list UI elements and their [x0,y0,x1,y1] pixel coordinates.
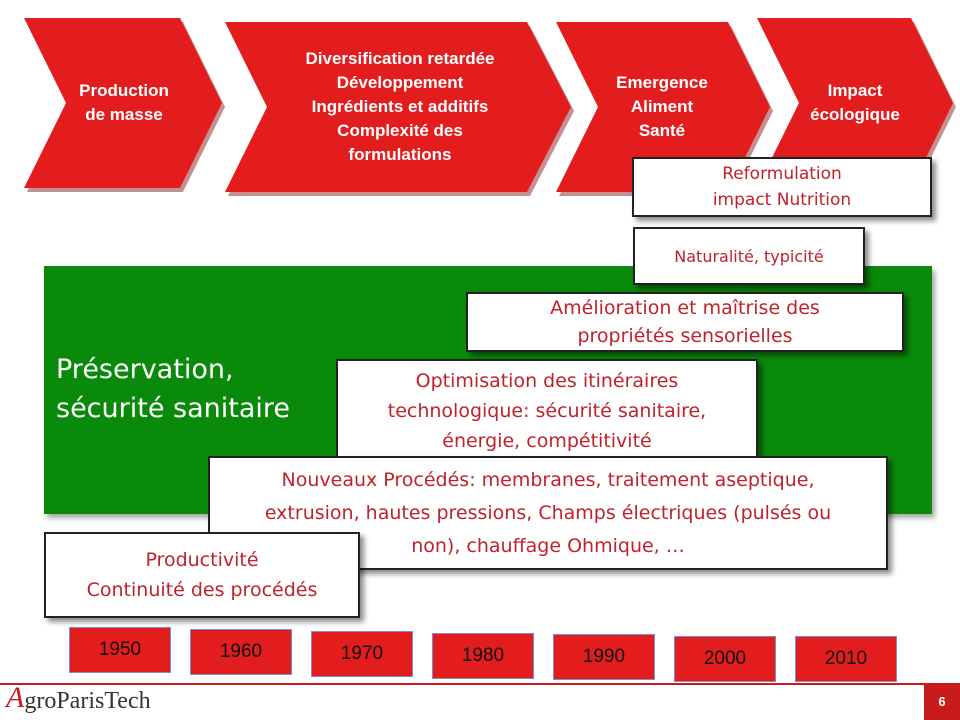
logo-letter: A [6,681,25,714]
stage-production-de-masse [24,18,222,188]
stage-label: Production de masse [79,81,169,124]
year-1960: 1960 [190,629,292,675]
year-1990: 1990 [553,634,655,680]
year-1980: 1980 [432,633,534,679]
stage-label: Emergence Aliment Santé [616,73,708,140]
agroparistech-logo [6,681,151,715]
box-amelioration: Amélioration et maîtrise des propriétés sensorielles [466,292,904,352]
year-1970: 1970 [311,631,413,677]
year-2010: 2010 [795,636,897,682]
page-number: 6 [924,683,960,720]
stage-label: Impact écologique [810,81,900,124]
box-reformulation: Reformulation impact Nutrition [632,157,932,217]
box-naturalite: Naturalité, typicité [633,227,865,285]
box-productivite: Productivité Continuité des procédés [44,532,360,618]
box-optimisation: Optimisation des itinéraires technologique: sécurité sanitaire, énergie, compétitivité [336,359,758,463]
preservation-title: Préservation, sécurité sanitaire [56,354,290,424]
box-nouveaux-procedes: Nouveaux Procédés: membranes, traitement aseptique, extrusion, hautes pressions, Champs électriques (pulsés ou non), chauffage Ohmique, … [208,456,888,570]
stage-diversification [225,22,571,192]
year-1950: 1950 [69,627,171,673]
year-2000: 2000 [674,636,776,682]
logo-text: groParisTech [24,688,151,714]
stage-label: Diversification retardée Développement Ingrédients et additifs Complexité des formulations [305,49,495,164]
